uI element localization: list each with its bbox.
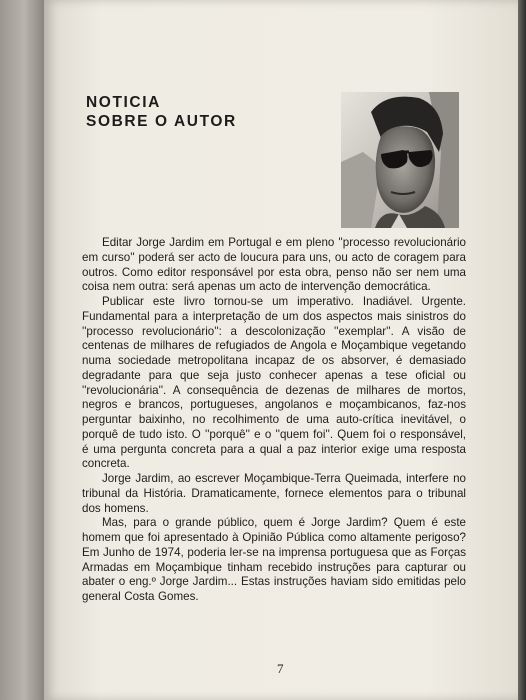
article-body — [82, 236, 466, 605]
heading-line-1: NOTICIA — [86, 94, 161, 111]
author-photo — [341, 92, 459, 228]
paragraph-2: Publicar este livro tornou-se um imperativo. Inadiável. Urgente. Fundamental para a interpretação de um dos aspectos mais sinistros do ''processo revolucionário'': a descolonização ''exemplar''. A visão de centenas de milhares de refugiados de Angola e Moçambique vegetando numa sociedade metropolitana incapaz de os absorver, é demasiado degradante para que seja justo conhecer apenas a tese oficial ou ''revolucionária''. A consequência de dezenas de milhares de mortos, negros e brancos, portugueses, angolanos e moçambicanos, faz-nos perguntar baixinho, no recolhimento de uma auto-crítica inevitável, o porquê de tudo isto. O ''porquê'' e o ''quem foi''. Quem foi o responsável, é uma pergunta concreta para a qual a paz interior exige uma resposta concreta. — [82, 295, 466, 471]
author-portrait-icon — [341, 92, 459, 228]
paragraph-4: Mas, para o grande público, quem é Jorge Jardim? Quem é este homem que foi apresentado à Opinião Pública como altamente perigoso? Em Junho de 1974, poderia ler-se na imprensa portuguesa que as Forças Armadas em Moçambique tinham recebido instruções para capturar ou abater o eng.º Jorge Jardim... Estas instruções haviam sido emitidas pelo general Costa Gomes. — [82, 516, 466, 603]
section-heading — [86, 93, 237, 131]
book-gutter-edge — [0, 0, 44, 700]
page-number: 7 — [277, 661, 284, 676]
heading-line-2: SOBRE O AUTOR — [86, 113, 237, 130]
paragraph-1: Editar Jorge Jardim em Portugal e em pleno ''processo revolucionário em curso'' poderá ser acto de loucura para uns, ou acto de coragem para outros. Como editor responsável por esta obra, penso não ser nem uma coisa nem outra: será apenas um acto de intervenção democrática. — [82, 236, 466, 294]
page-right-edge — [518, 0, 526, 700]
paragraph-3: Jorge Jardim, ao escrever Moçambique-Terra Queimada, interfere no tribunal da História. Dramaticamente, fornece elementos para o tribunal dos homens. — [82, 472, 466, 515]
